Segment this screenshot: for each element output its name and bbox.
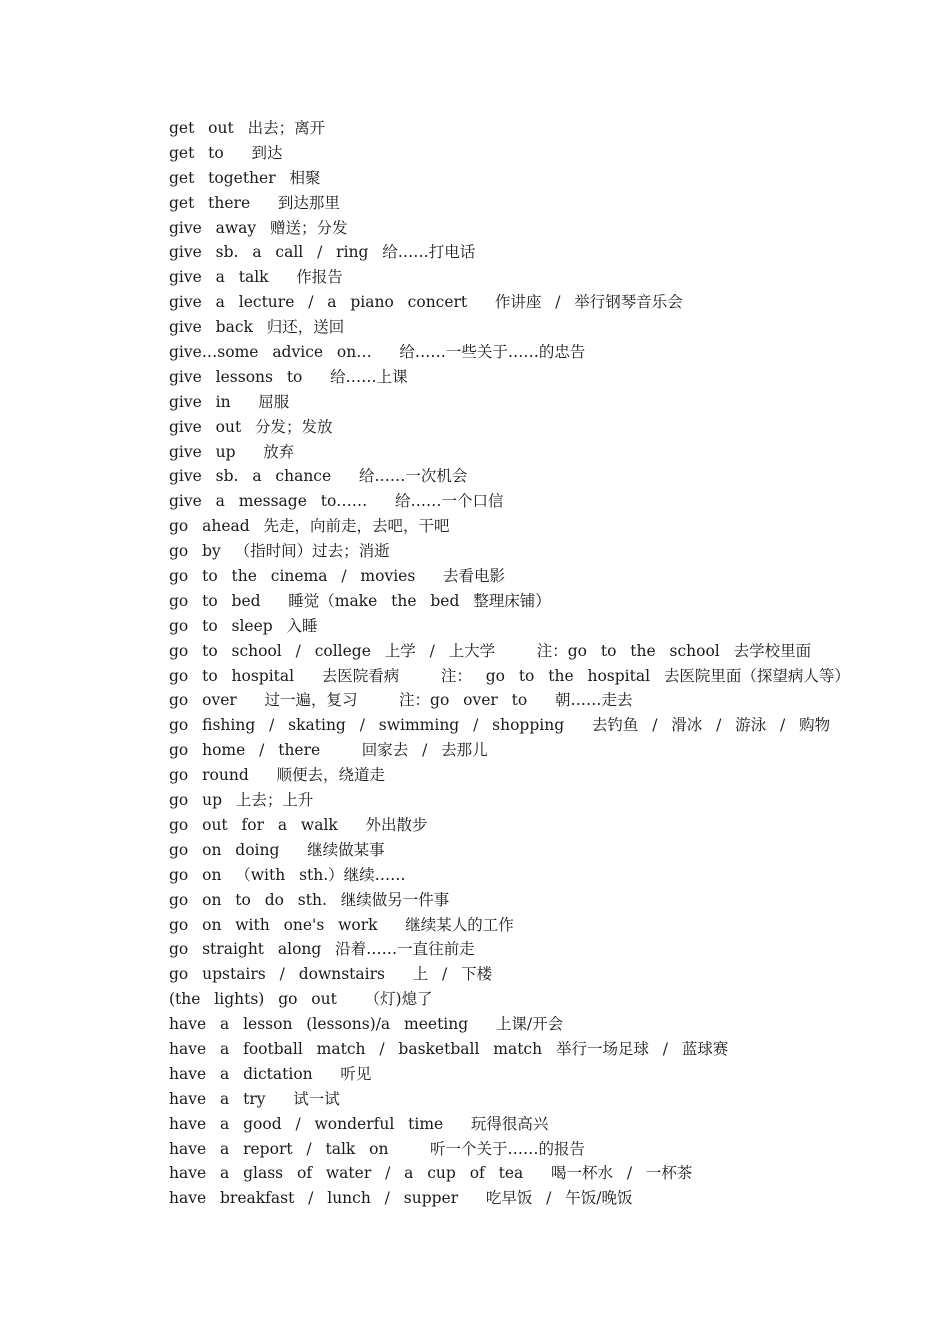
phrase-line: have a dictation 听见 [169, 1064, 372, 1083]
phrase-line: give up 放弃 [169, 442, 295, 461]
phrase-line: give out 分发；发放 [169, 417, 333, 436]
phrase-line: give a lecture / a piano concert 作讲座 / 举行钢琴音乐会 [169, 293, 683, 312]
phrase-line: go to hospital 去医院看病 注： go to the hospital 去医院里面（探望病人等） [169, 666, 850, 685]
phrase-line: go round 顺便去，绕道走 [169, 766, 385, 785]
phrase-line: go to school / college 上学 / 上大学 注：go to the school 去学校里面 [169, 641, 812, 660]
phrase-line: go out for a walk 外出散步 [169, 815, 428, 834]
phrase-line: go to bed 睡觉（make the bed 整理床铺） [169, 591, 551, 610]
phrase-line: get out 出去；离开 [169, 119, 326, 137]
phrase-line: go over 过一遍，复习 注：go over to 朝……走去 [169, 691, 633, 710]
phrase-line: go straight along 沿着……一直往前走 [169, 940, 475, 959]
phrase-line: go upstairs / downstairs 上 / 下楼 [169, 965, 493, 984]
phrase-line: have a glass of water / a cup of tea 喝一杯水 / 一杯茶 [169, 1164, 693, 1183]
phrase-line: give a message to…… 给……一个口信 [169, 492, 504, 511]
phrase-line: go by （指时间）过去；消逝 [169, 542, 390, 561]
phrase-line: (the lights) go out （灯)熄了 [169, 990, 433, 1009]
phrase-line: give back 归还，送回 [169, 318, 345, 337]
phrase-line: have breakfast / lunch / supper 吃早饭 / 午饭/晚饭 [169, 1189, 633, 1208]
phrase-line: go to sleep 入睡 [169, 616, 318, 635]
phrase-line: have a try 试一试 [169, 1089, 340, 1108]
phrase-line: give sb. a call / ring 给……打电话 [169, 243, 476, 262]
phrase-line: have a lesson (lessons)/a meeting 上课/开会 [169, 1015, 564, 1034]
phrase-line: have a football match / basketball match 举行一场足球 / 蓝球赛 [169, 1039, 729, 1058]
phrase-line: go up 上去；上升 [169, 791, 314, 810]
phrase-line: go ahead 先走，向前走，去吧，干吧 [169, 517, 450, 536]
phrase-line: get to 到达 [169, 143, 283, 162]
phrase-line: give lessons to 给……上课 [169, 367, 408, 386]
phrase-line: give away 赠送；分发 [169, 218, 348, 237]
phrase-line: get there 到达那里 [169, 193, 340, 212]
phrase-line: go on to do sth. 继续做另一件事 [169, 890, 450, 909]
phrase-line: get together 相聚 [169, 168, 321, 187]
phrase-line: give a talk 作报告 [169, 268, 343, 287]
phrase-line: give in 屈服 [169, 392, 290, 411]
phrase-line: go on （with sth.）继续…… [169, 865, 406, 884]
phrase-line: go home / there 回家去 / 去那儿 [169, 741, 488, 760]
phrase-line: have a report / talk on 听一个关于……的报告 [169, 1139, 586, 1158]
phrase-list [169, 116, 909, 1211]
phrase-line: give sb. a chance 给……一次机会 [169, 467, 468, 486]
phrase-line: go to the cinema / movies 去看电影 [169, 567, 506, 586]
phrase-line: go fishing / skating / swimming / shopping 去钓鱼 / 滑冰 / 游泳 / 购物 [169, 716, 831, 735]
phrase-line: go on doing 继续做某事 [169, 840, 385, 859]
phrase-line: give…some advice on… 给……一些关于……的忠告 [169, 343, 586, 362]
phrase-line: go on with one's work 继续某人的工作 [169, 915, 514, 934]
phrase-line: have a good / wonderful time 玩得很高兴 [169, 1114, 549, 1133]
